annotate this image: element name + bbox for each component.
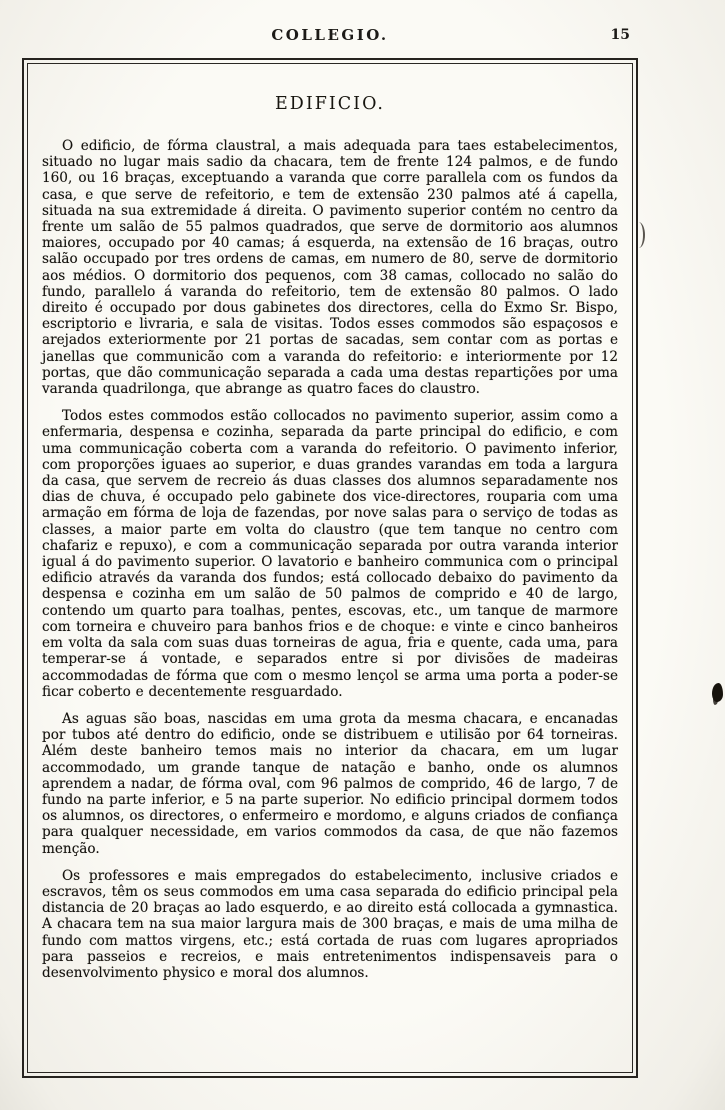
document-title: EDIFICIO. bbox=[275, 94, 385, 114]
page-border-frame bbox=[22, 58, 638, 1078]
running-header-title: COLLEGIO. bbox=[271, 26, 389, 44]
paragraph-upper-lower-floors: Todos estes commodos estão collocados no pavimento superior, assim como a enfermaria, despensa e cozinha, separada da parte principal do edificio, e com uma communicação coberta com a varanda do refeitorio. O pavimento inferior, com proporções iguaes ao superior, e duas grandes varandas em toda a largura da casa, que servem de recreio ás duas classes dos alumnos separadamente nos dias de chuva, é occupado pelo gabinete dos vice-directores, rouparia com uma armação em fórma de loja de fazendas, por nove salas para o serviço de todas as classes, a maior parte em volta do claustro (que tem tanque no centro com chafariz e repuxo), e com a communicação separada por outra varanda interior igual á do pavimento superior. O lavatorio e banheiro communica com o principal edificio através da varanda dos fundos; está collocado debaixo do pavimento da despensa e cozinha em um salão de 50 palmos de comprido e 40 de largo, contendo um quarto para toalhas, pentes, escovas, etc., um tanque de marmore com torneira e chuveiro para banhos frios e de choque: e vinte e cinco banheiros em volta da sala com suas duas torneiras de agua, fria e quente, cada uma, para temperar-se á vontade, e separados entre si por divisões de madeiras accommodadas de fórma que com o mesmo lençol se arma uma porta a poder-se ficar coberto e decentemente resguardado. bbox=[42, 408, 618, 700]
ink-blot bbox=[712, 683, 723, 702]
paragraph-water-and-pool: As aguas são boas, nascidas em uma grota da mesma chacara, e encanadas por tubos até dentro do edificio, onde se distribuem e utilisão por 64 torneiras. Além deste banheiro temos mais no interior da chacara, em um lugar accommodado, um grande tanque de natação e banho, onde os alumnos aprendem a nadar, de fórma oval, com 96 palmos de comprido, 46 de largo, 7 de fundo na parte inferior, e 5 na parte superior. No edificio principal dormem todos os alumnos, os directores, o enfermeiro e mordomo, e alguns criados de confiança para qualquer necessidade, em varios commodos da casa, de que não fazemos menção. bbox=[42, 710, 618, 857]
scan-edge-artifact bbox=[636, 222, 645, 248]
paragraph-building-description: O edificio, de fórma claustral, a mais adequada para taes estabelecimentos, situado no lugar mais sadio da chacara, tem de frente 124 palmos, e de fundo 160, ou 16 braças, exceptuando a varanda que corre parallela com os fundos da casa, e que serve de refeitorio, e tem de extensão 230 palmos até á capella, situada na sua extremidade á direita. O pavimento superior contém no centro da frente um salão de 55 palmos quadrados, que serve de dormitorio aos alumnos maiores, occupado por 40 camas; á esquerda, na extensão de 16 braças, outro salão occupado por tres ordens de camas, em numero de 80, serve de dormitorio aos médios. O dormitorio dos pequenos, com 38 camas, collocado no salão do fundo, parallelo á varanda do refeitorio, tem de extensão 80 palmos. O lado direito é occupado por dous gabinetes dos directores, cella do Exmo Sr. Bispo, escriptorio e livraria, e sala de visitas. Todos esses commodos são espaçosos e arejados exteriormente por 21 portas de sacadas, sem contar com as portas e janellas que communicão com a varanda do refeitorio: e interiormente por 12 portas, que dão communicação separada a cada uma destas repartições por uma varanda quadrilonga, que abrange as quatro faces do claustro. bbox=[42, 138, 618, 398]
paragraph-staff-and-grounds: Os professores e mais empregados do estabelecimento, inclusive criados e escravos, têm os seus commodos em uma casa separada do edificio principal pela distancia de 20 braças ao lado esquerdo, e ao direito está collocada a gymnastica. A chacara tem na sua maior largura mais de 300 braças, e mais de uma milha de fundo com mattos virgens, etc.; está cortada de ruas com lugares apropriados para passeios e recreios, e mais entretenimentos indispensaveis para o desenvolvimento physico e moral dos alumnos. bbox=[42, 867, 618, 981]
page-number: 15 bbox=[610, 27, 630, 43]
running-header bbox=[22, 26, 638, 48]
page-border-frame-inner bbox=[27, 63, 633, 1073]
